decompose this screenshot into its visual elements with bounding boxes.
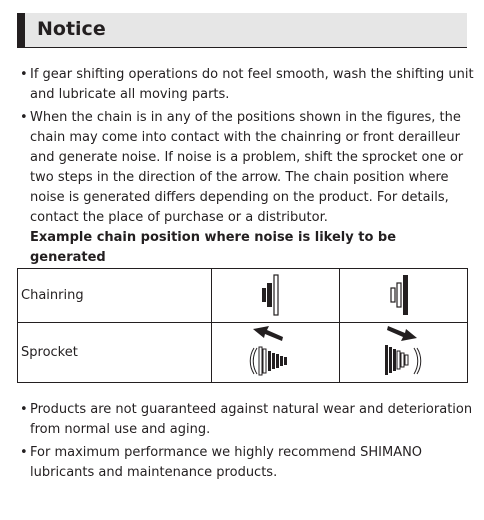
table-row-sprocket <box>18 322 468 382</box>
notice-title: Notice <box>37 18 106 40</box>
notice-list-top <box>0 65 484 271</box>
chainring-figure-right <box>339 269 467 323</box>
bullet-item-lubricants <box>0 443 484 483</box>
sprocket-figure-left <box>211 322 339 382</box>
bullet-text-noise: When the chain is in any of the positions shown in the figures, the chain may come into contact with the chainring or front derailleur and generate noise. If noise is a problem, shift the sprocket one or two steps in the direction of the arrow. The chain position where noise is generated differs depending on the product. For details, contact the place of purchase or a distributor. <box>30 110 464 225</box>
bullet-text-wash: If gear shifting operations do not feel smooth, wash the shifting unit and lubricate all moving parts. <box>30 67 474 102</box>
sprocket-figure-right <box>339 322 467 382</box>
bullet-item-noise <box>0 108 484 268</box>
example-heading: Example chain position where noise is likely to be generated <box>30 230 397 265</box>
chain-position-table <box>17 268 468 383</box>
bullet-text-warranty: Products are not guaranteed against natural wear and deterioration from normal use and aging. <box>30 402 473 437</box>
notice-header <box>17 13 467 48</box>
row-label-chainring: Chainring <box>18 269 212 323</box>
table-row-chainring <box>18 269 468 323</box>
bullet-item-warranty <box>0 400 484 440</box>
bullet-text-lubricants: For maximum performance we highly recommend SHIMANO lubricants and maintenance products. <box>30 445 423 480</box>
arrow-right-icon <box>387 326 417 341</box>
chainring-figure-left <box>211 269 339 323</box>
notice-list-bottom <box>0 400 484 486</box>
bullet-item-wash <box>0 65 484 105</box>
row-label-sprocket: Sprocket <box>18 322 212 382</box>
arrow-left-icon <box>253 326 283 341</box>
